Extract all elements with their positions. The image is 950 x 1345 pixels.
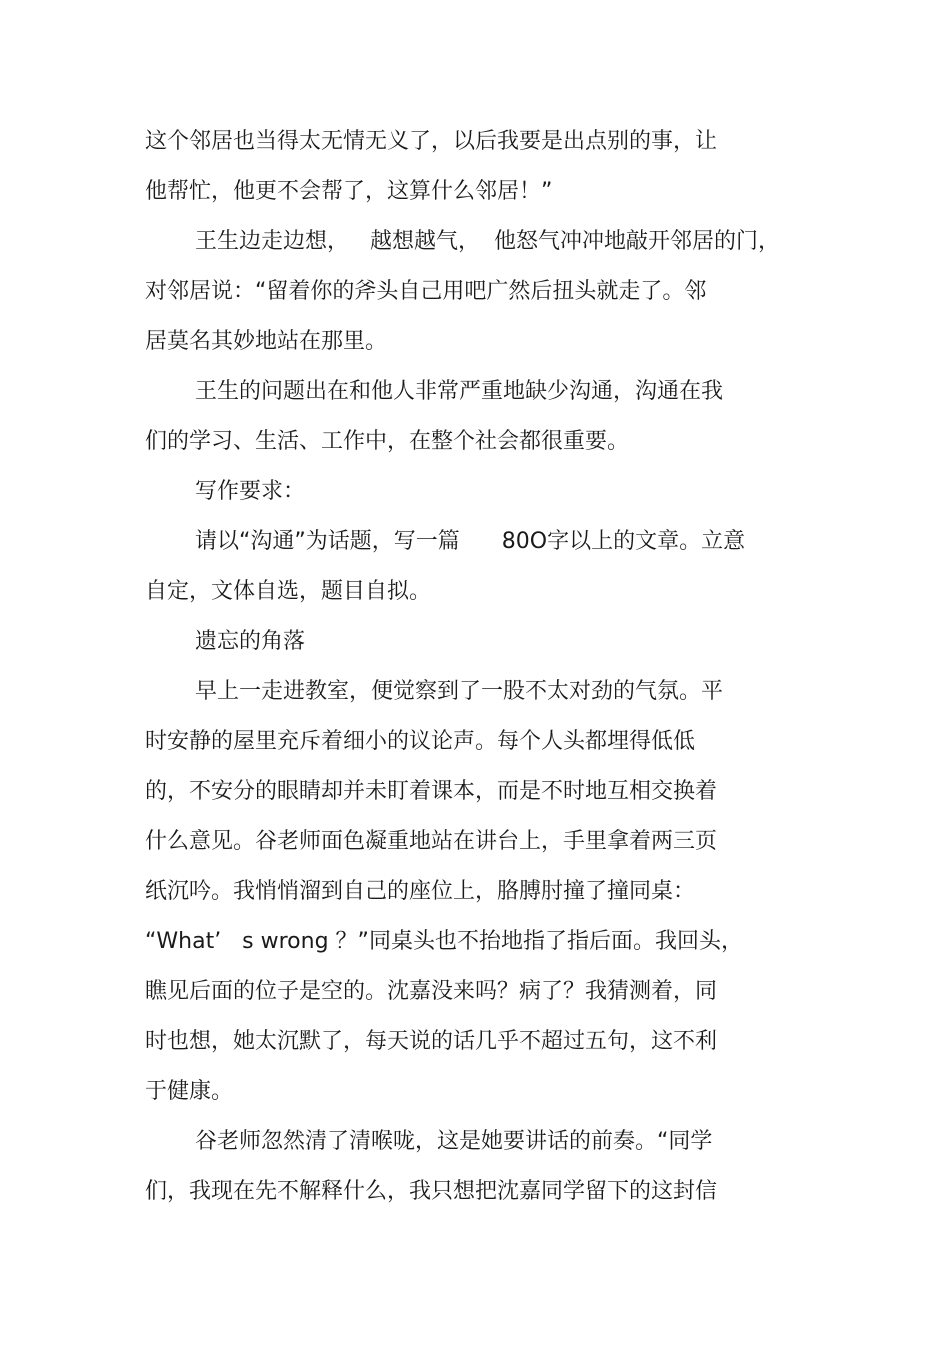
text-line: “What’ s wrong ？”同桌头也不抬地指了指后面。我回头，	[145, 929, 743, 954]
text-line: 王生边走边想， 越想越气， 他怒气冲冲地敲开邻居的门，	[195, 229, 780, 254]
text-line: 们，我现在先不解释什么，我只想把沈嘉同学留下的这封信	[145, 1179, 718, 1204]
text-line: 于健康。	[145, 1079, 234, 1104]
essay-title: 遗忘的角落	[195, 629, 306, 654]
text-line: 请以“沟通”为话题，写一篇 80O字以上的文章。立意	[195, 529, 746, 554]
text-line: 他帮忙，他更不会帮了，这算什么邻居！”	[145, 179, 553, 204]
text-line: 瞧见后面的位子是空的。沈嘉没来吗？病了？我猜测着，同	[145, 979, 718, 1004]
text-line: 自定，文体自选，题目自拟。	[145, 579, 432, 604]
text-line: 时也想，她太沉默了，每天说的话几乎不超过五句，这不利	[145, 1029, 718, 1054]
text-line: 对邻居说：“留着你的斧头自己用吧广然后扭头就走了。邻	[145, 279, 707, 304]
text-line: 早上一走进教室，便觉察到了一股不太对劲的气氛。平	[195, 679, 724, 704]
text-line: 的，不安分的眼睛却并未盯着课本，而是不时地互相交换着	[145, 779, 718, 804]
text-line: 什么意见。谷老师面色凝重地站在讲台上，手里拿着两三页	[145, 829, 718, 854]
section-heading: 写作要求：	[195, 479, 306, 504]
text-line: 纸沉吟。我悄悄溜到自己的座位上，胳膊肘撞了撞同桌：	[145, 879, 696, 904]
text-line: 王生的问题出在和他人非常严重地缺少沟通，沟通在我	[195, 379, 724, 404]
text-line: 这个邻居也当得太无情无义了，以后我要是出点别的事，让	[145, 129, 718, 154]
text-line: 们的学习、生活、工作中，在整个社会都很重要。	[145, 429, 630, 454]
text-line: 时安静的屋里充斥着细小的议论声。每个人头都埋得低低	[145, 729, 696, 754]
text-line: 谷老师忽然清了清喉咙，这是她要讲话的前奏。“同学	[195, 1129, 713, 1154]
text-line: 居莫名其妙地站在那里。	[145, 329, 388, 354]
